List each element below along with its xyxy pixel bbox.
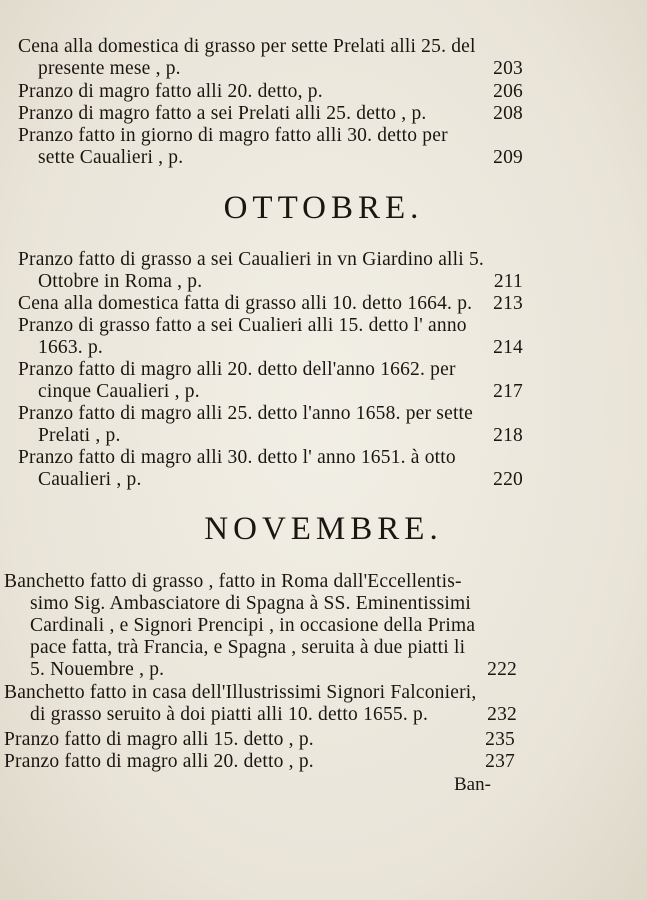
entry-line: Pranzo fatto di magro alli 20. detto dell'anno 1662. per <box>18 359 456 380</box>
entry-line: presente mese , p. <box>38 58 181 79</box>
page-number: 220 <box>493 469 523 490</box>
entry-line: Pranzo fatto di magro alli 20. detto , p. <box>4 751 314 772</box>
entry-line: Pranzo di magro fatto alli 20. detto, p. <box>18 81 323 102</box>
page-number: 213 <box>493 293 523 314</box>
entry-line: Pranzo fatto di magro alli 15. detto , p. <box>4 729 314 750</box>
toc-entry <box>18 447 523 491</box>
toc-entry <box>18 403 523 447</box>
toc-entry <box>4 571 517 681</box>
entry-line: Pranzo fatto di magro alli 25. detto l'anno 1658. per sette <box>18 403 474 424</box>
page-number: 217 <box>493 381 523 402</box>
entry-line: Pranzo fatto di magro alli 30. detto l' anno 1651. à otto <box>18 447 456 468</box>
toc-entry <box>4 682 517 726</box>
entry-line: Pranzo fatto di grasso a sei Caualieri in vn Giardino alli 5. <box>18 249 485 270</box>
entry-line: Prelati , p. <box>38 425 121 446</box>
entry-line: pace fatta, trà Francia, e Spagna , seruita à due piatti li <box>30 637 466 658</box>
entry-line: Banchetto fatto in casa dell'Illustrissimi Signori Falconieri, <box>4 682 477 703</box>
toc-entry <box>18 293 523 315</box>
entry-line: Pranzo di grasso fatto a sei Cualieri alli 15. detto l' anno <box>18 315 467 336</box>
month-heading: NOVEMBRE. <box>204 511 443 547</box>
entry-line: Cena alla domestica di grasso per sette Prelati alli 25. del <box>18 36 476 57</box>
entry-line: 5. Nouembre , p. <box>30 659 165 680</box>
page-number: 237 <box>485 751 515 772</box>
entry-line: Ottobre in Roma , p. <box>38 271 203 292</box>
entry-line: simo Sig. Ambasciatore di Spagna à SS. Eminentissimi <box>30 593 472 614</box>
page-number: 211 <box>493 271 523 292</box>
toc-entry <box>4 729 515 751</box>
page-number: 235 <box>485 729 515 750</box>
toc-entry <box>4 751 515 773</box>
entry-line: sette Caualieri , p. <box>38 147 184 168</box>
page-number: 206 <box>493 81 523 102</box>
page-number: 208 <box>493 103 523 124</box>
toc-entry <box>18 315 523 359</box>
toc-entry <box>18 249 523 293</box>
toc-entry <box>18 359 523 403</box>
entry-line: Cardinali , e Signori Prencipi , in occasione della Prima <box>30 615 476 636</box>
entry-line: Cena alla domestica fatta di grasso alli 10. detto 1664. p. <box>18 293 473 314</box>
page-number: 222 <box>487 659 517 680</box>
toc-entry <box>18 103 523 125</box>
entry-line: Banchetto fatto di grasso , fatto in Roma dall'Eccellentis- <box>4 571 462 592</box>
entry-line: cinque Caualieri , p. <box>38 381 200 402</box>
entry-line: Caualieri , p. <box>38 469 142 490</box>
page-number: 214 <box>493 337 523 358</box>
toc-entry <box>18 36 523 80</box>
page-number: 218 <box>493 425 523 446</box>
entry-line: di grasso seruito à doi piatti alli 10. detto 1655. p. <box>30 704 429 725</box>
catchword: Ban- <box>454 774 491 795</box>
month-heading: OTTOBRE. <box>223 190 424 226</box>
toc-entry <box>18 81 523 103</box>
page-number: 203 <box>493 58 523 79</box>
page-number: 232 <box>487 704 517 725</box>
entry-line: Pranzo di magro fatto a sei Prelati alli 25. detto , p. <box>18 103 427 124</box>
entry-line: 1663. p. <box>38 337 103 358</box>
entry-line: Pranzo fatto in giorno di magro fatto alli 30. detto per <box>18 125 448 146</box>
toc-entry <box>18 125 523 169</box>
page-number: 209 <box>493 147 523 168</box>
